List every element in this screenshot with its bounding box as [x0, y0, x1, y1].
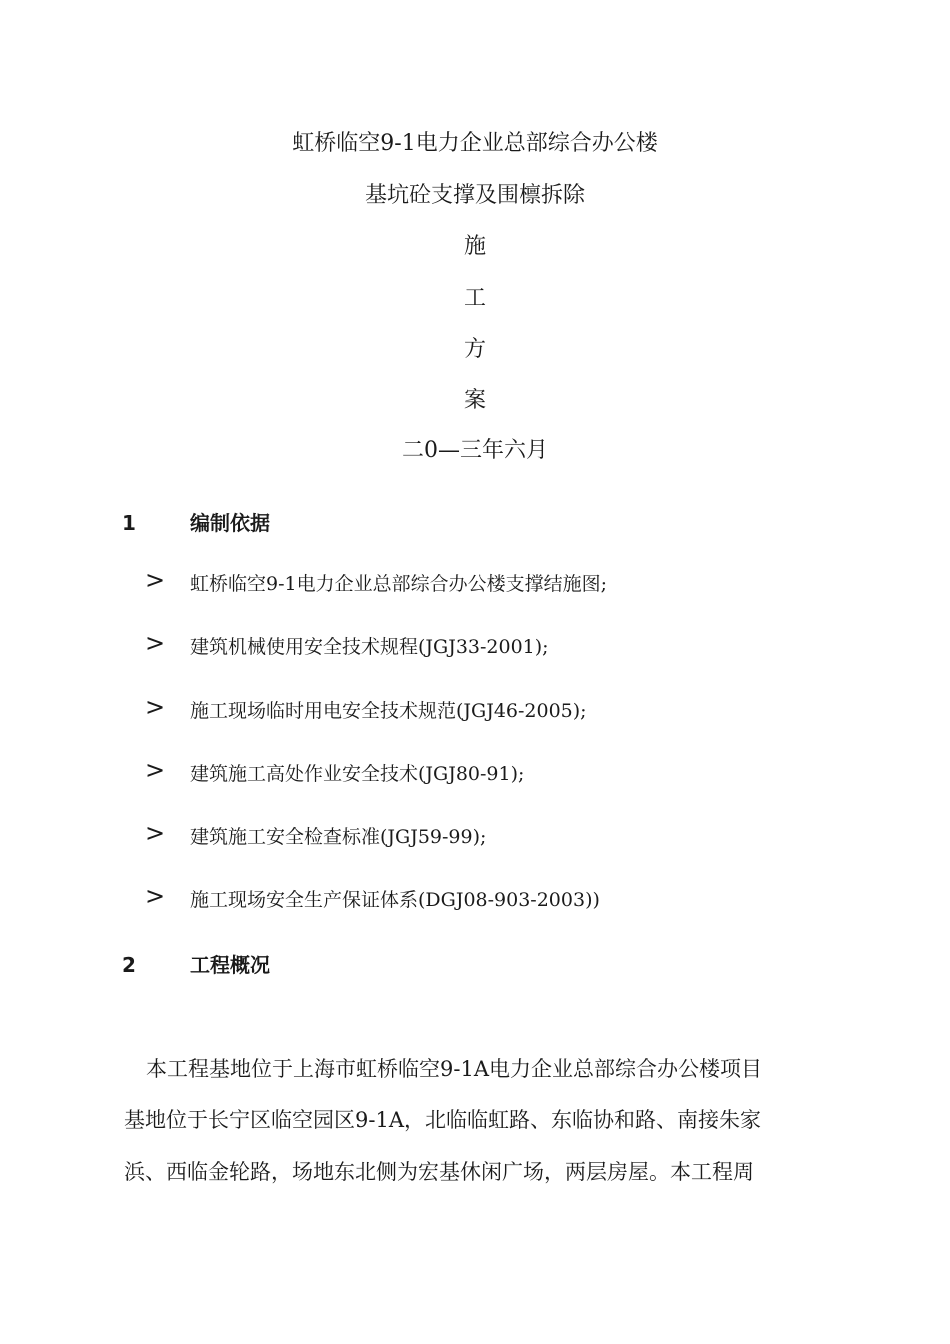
basis-item-text: 建筑施工高处作业安全技术(JGJ80-91); — [190, 763, 525, 785]
basis-list-item — [0, 629, 950, 662]
title-date: 二0—三年六月 — [402, 438, 548, 463]
basis-list-item — [0, 756, 950, 789]
section-heading-basis — [0, 508, 950, 538]
section-title: 工程概况 — [190, 953, 270, 977]
basis-list-item — [0, 693, 950, 726]
basis-item-text: 施工现场临时用电安全技术规范(JGJ46-2005); — [190, 700, 587, 722]
arrow-bullet-icon: > — [145, 756, 166, 784]
arrow-bullet-icon: > — [145, 629, 166, 657]
basis-list-item — [0, 819, 950, 852]
title-char-gong: 工 — [463, 286, 486, 311]
section-number: 2 — [122, 953, 136, 977]
paragraph-line: 基地位于长宁区临空园区9-1A，北临临虹路、东临协和路、南接朱家 — [124, 1108, 761, 1132]
title-char-fang: 方 — [463, 337, 486, 362]
basis-item-text: 施工现场安全生产保证体系(DGJ08-903-2003)) — [190, 889, 600, 911]
basis-item-text: 建筑机械使用安全技术规程(JGJ33-2001); — [190, 636, 549, 658]
basis-list-item — [0, 566, 950, 599]
arrow-bullet-icon: > — [145, 566, 166, 594]
title-char-an: 案 — [463, 388, 486, 413]
title-line-subject: 基坑砼支撑及围檩拆除 — [364, 183, 585, 208]
title-line-project: 虹桥临空9-1电力企业总部综合办公楼 — [292, 131, 658, 156]
basis-item-text: 虹桥临空9-1电力企业总部综合办公楼支撑结施图; — [190, 573, 607, 595]
title-char-shi: 施 — [463, 234, 486, 259]
paragraph-line: 浜、西临金轮路，场地东北侧为宏基休闲广场，两层房屋。本工程周 — [124, 1160, 754, 1184]
arrow-bullet-icon: > — [145, 819, 166, 847]
basis-item-text: 建筑施工安全检查标准(JGJ59-99); — [190, 826, 487, 848]
section-heading-overview — [0, 950, 950, 980]
paragraph-line: 本工程基地位于上海市虹桥临空9-1A电力企业总部综合办公楼项目 — [146, 1057, 762, 1081]
arrow-bullet-icon: > — [145, 693, 166, 721]
section-number: 1 — [122, 511, 136, 535]
section-title: 编制依据 — [190, 511, 270, 535]
basis-list-item — [0, 882, 950, 915]
arrow-bullet-icon: > — [145, 882, 166, 910]
